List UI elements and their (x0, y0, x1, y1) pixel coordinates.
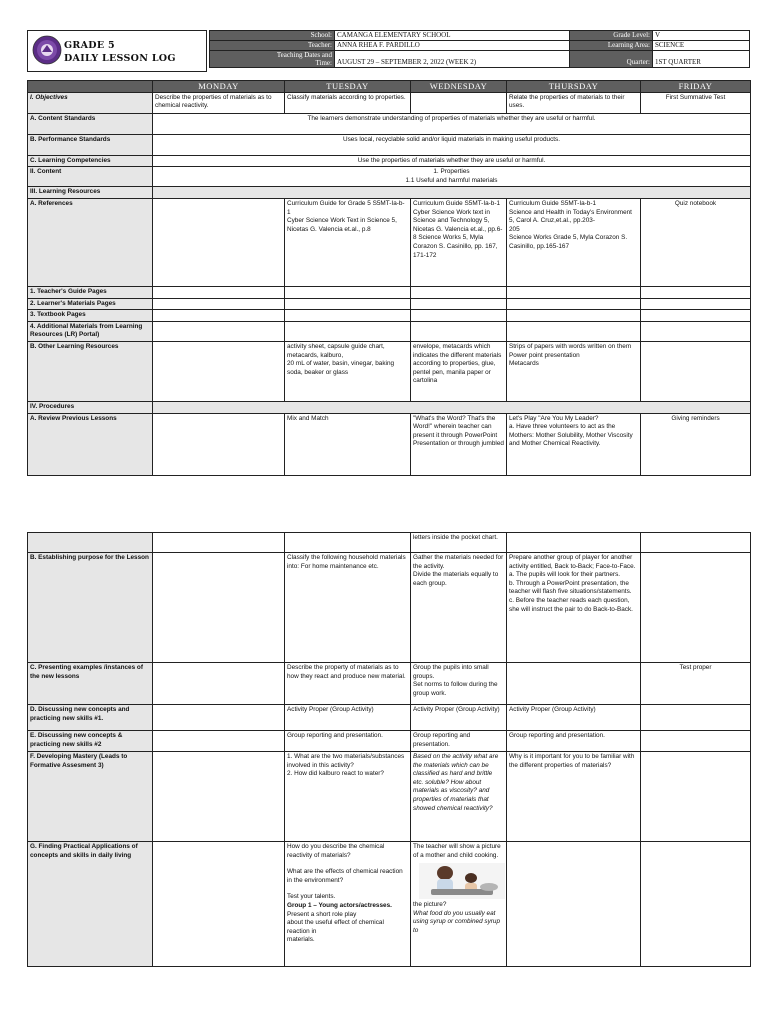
dates-label-line1: Teaching Dates and (276, 51, 332, 59)
applications-tuesday (285, 842, 411, 967)
row-label-textbook: 3. Textbook Pages (28, 310, 153, 322)
applications-friday (641, 842, 751, 967)
additional-materials-row (28, 321, 751, 341)
purpose-wednesday: Gather the materials needed for the activity. Divide the materials equally to each group. (411, 553, 507, 663)
row-label-purpose: B. Establishing purpose for the Lesson (28, 553, 153, 663)
am-tuesday (285, 321, 411, 341)
discuss2-tuesday: Group reporting and presentation. (285, 731, 411, 752)
learners-materials-row (28, 298, 751, 310)
resources-section (153, 187, 751, 199)
dates-label-line2: Time: (315, 59, 332, 67)
tb-thursday (507, 310, 641, 322)
daily-lesson-log-title: DAILY LESSON LOG (64, 53, 176, 64)
tb-wednesday (411, 310, 507, 322)
tb-friday (641, 310, 751, 322)
examples-wednesday: Group the pupils into small groups. Set norms to follow during the group work. (411, 663, 507, 705)
discuss2-thursday: Group reporting and presentation. (507, 731, 641, 752)
references-thursday: Curriculum Guide S5MT-Ia-b-1 Science and Health in Today's Environment 5, Carol A. Cruz,et.al., pp.203- 205 Science Works Grade 5, Myla Corazon S. Casinillo, pp.165-167 (507, 198, 641, 286)
day-header-friday: FRIDAY (641, 81, 751, 93)
mastery-tuesday: 1. What are the two materials/substances involved in this activity? 2. How did kalburo react to water? (285, 752, 411, 842)
mother-child-cooking-picture (419, 863, 505, 899)
discuss1-monday (153, 705, 285, 731)
row-label-additional-materials: 4. Additional Materials from Learning Resources (LR) Portal) (28, 321, 153, 341)
day-header-monday: MONDAY (153, 81, 285, 93)
row-label-applications: G. Finding Practical Applications of concepts and skills in daily living (28, 842, 153, 967)
examples-tuesday: Describe the property of materials as to how they react and produce new material. (285, 663, 411, 705)
day-header-tuesday: TUESDAY (285, 81, 411, 93)
references-row (28, 198, 751, 286)
review-tuesday: Mix and Match (285, 413, 411, 475)
objectives-thursday: Relate the properties of materials to their uses. (507, 92, 641, 113)
review-thursday: Let's Play "Are You My Leader? a. Have three volunteers to act as the Mothers: Mother Solubility, Mother Viscosity and Mother Chemical Reactivity. (507, 413, 641, 475)
lm-tuesday (285, 298, 411, 310)
log-title (64, 39, 176, 65)
applications-tue-talents: Test your talents. (287, 893, 336, 901)
examples-row (28, 663, 751, 705)
discuss1-tuesday: Activity Proper (Group Activity) (285, 705, 411, 731)
objectives-row (28, 92, 751, 113)
title-box (27, 30, 207, 72)
row-label-review-continued (28, 533, 153, 553)
tg-wednesday (411, 286, 507, 298)
tg-monday (153, 286, 285, 298)
discuss1-thursday: Activity Proper (Group Activity) (507, 705, 641, 731)
rc-friday (641, 533, 751, 553)
content-line-2: 1.1 Useful and harmful materials (405, 176, 498, 184)
tb-tuesday (285, 310, 411, 322)
competencies-text: Use the properties of materials whether they are useful or harmful. (153, 155, 751, 167)
lm-wednesday (411, 298, 507, 310)
row-label-teachers-guide: 1. Teacher's Guide Pages (28, 286, 153, 298)
purpose-tuesday: Classify the following household materials into: For home maintenance etc. (285, 553, 411, 663)
discuss2-wednesday: Group reporting and presentation. (411, 731, 507, 752)
references-friday: Quiz notebook (641, 198, 751, 286)
am-friday (641, 321, 751, 341)
row-label-review: A. Review Previous Lessons (28, 413, 153, 475)
review-row (28, 413, 751, 475)
objectives-wednesday (411, 92, 507, 113)
review-friday: Giving reminders (641, 413, 751, 475)
discuss1-friday (641, 705, 751, 731)
applications-tue-q1: How do you describe the chemical reactivity of materials? (287, 843, 385, 859)
discuss2-row (28, 731, 751, 752)
other-resources-monday (153, 341, 285, 401)
purpose-friday (641, 553, 751, 663)
objectives-tuesday: Classify materials according to properties. (285, 92, 411, 113)
procedures-section (153, 401, 751, 413)
row-label-discuss1: D. Discussing new concepts and practicing new skills #1. (28, 705, 153, 731)
row-label-procedures: IV. Procedures (28, 401, 153, 413)
applications-monday (153, 842, 285, 967)
discuss2-friday (641, 731, 751, 752)
examples-monday (153, 663, 285, 705)
am-thursday (507, 321, 641, 341)
row-label-discuss2: E. Discussing new concepts & practicing new skills #2 (28, 731, 153, 752)
discuss1-row (28, 705, 751, 731)
applications-wed-intro: The teacher will show a picture of a mother and child cooking. (413, 843, 501, 859)
day-header-wednesday: WEDNESDAY (411, 81, 507, 93)
applications-wednesday (411, 842, 507, 967)
objectives-friday: First Summative Test (641, 92, 751, 113)
applications-wed-question: What food do you usually eat using syrup or combined syrup to (413, 909, 501, 934)
applications-tue-group1: Group 1 – Young actors/actresses. (287, 901, 392, 909)
tg-tuesday (285, 286, 411, 298)
school-label: School: (210, 31, 335, 41)
rc-tuesday (285, 533, 411, 553)
school-value: CAMANGA ELEMENTARY SCHOOL (335, 31, 570, 41)
applications-row (28, 842, 751, 967)
procedures-row (28, 401, 751, 413)
content-text (153, 167, 751, 187)
quarter-label: Quarter: (570, 51, 653, 68)
tg-friday (641, 286, 751, 298)
row-label-references: A. References (28, 198, 153, 286)
row-label-examples: C. Presenting examples /instances of the new lessons (28, 663, 153, 705)
applications-tue-roleplay: Present a short role play about the useful effect of chemical reaction in materials. (287, 910, 384, 944)
rc-monday (153, 533, 285, 553)
day-header-row (28, 81, 751, 93)
tb-monday (153, 310, 285, 322)
tg-thursday (507, 286, 641, 298)
row-label-competencies: C. Learning Competencies (28, 155, 153, 167)
grade-title: GRADE 5 (64, 40, 115, 51)
other-resources-tuesday: activity sheet, capsule guide chart, metacards, kalburo, 20 mL of water, basin, vinegar, baking soda, beaker or glass (285, 341, 411, 401)
references-monday (153, 198, 285, 286)
row-label-performance-standards: B. Performance Standards (28, 134, 153, 155)
day-header-thursday: THURSDAY (507, 81, 641, 93)
purpose-row (28, 553, 751, 663)
mastery-row (28, 752, 751, 842)
row-label-content-standards: A. Content Standards (28, 113, 153, 134)
review-continued-row (28, 533, 751, 553)
other-resources-row (28, 341, 751, 401)
learning-area-label: Learning Area: (570, 41, 653, 51)
purpose-monday (153, 553, 285, 663)
lm-friday (641, 298, 751, 310)
discuss2-monday (153, 731, 285, 752)
performance-standards-row (28, 134, 751, 155)
review-continued-wednesday: letters inside the pocket chart. (411, 533, 507, 553)
examples-thursday (507, 663, 641, 705)
lm-monday (153, 298, 285, 310)
content-line-1: 1. Properties (433, 168, 470, 176)
row-label-content: II. Content (28, 167, 153, 187)
quarter-value: 1ST QUARTER (653, 51, 750, 68)
rc-thursday (507, 533, 641, 553)
applications-tue-q2: What are the effects of chemical reaction in the environment? (287, 868, 403, 884)
am-wednesday (411, 321, 507, 341)
lesson-table-part-1 (27, 80, 751, 476)
other-resources-thursday: Strips of papers with words written on them Power point presentation Metacards (507, 341, 641, 401)
review-wednesday: "What's the Word? That's the Word!" wherein teacher can present it through PowerPoint Presentation or through jumbled (411, 413, 507, 475)
dates-value: AUGUST 29 – SEPTEMBER 2, 2022 (WEEK 2) (335, 51, 570, 68)
objectives-monday: Describe the properties of materials as to chemical reactivity. (153, 92, 285, 113)
teacher-label: Teacher: (210, 41, 335, 51)
am-monday (153, 321, 285, 341)
textbook-row (28, 310, 751, 322)
competencies-row (28, 155, 751, 167)
deped-seal-icon (32, 35, 62, 65)
references-tuesday: Curriculum Guide for Grade 5 S5MT-Ia-b-1 Cyber Science Work Text in Science 5, Nicetas G. Valencia et.al., p.8 (285, 198, 411, 286)
purpose-thursday: Prepare another group of player for another activity entitled, Back to-Back; Face-to-Face. a. The pupils will look for their partners. b. Through a PowerPoint presentation, the teacher will flash five situations/statements. c. Before the teacher reads each question, she will instruct the pair to do Back-to-Back. (507, 553, 641, 663)
resources-row (28, 187, 751, 199)
corner-cell (28, 81, 153, 93)
mastery-thursday: Why is it important for you to be familiar with the different properties of materials? (507, 752, 641, 842)
review-monday (153, 413, 285, 475)
applications-wed-picture: the picture? (413, 901, 447, 909)
content-row (28, 167, 751, 187)
row-label-mastery: F. Developing Mastery (Leads to Formative Assesment 3) (28, 752, 153, 842)
mastery-friday (641, 752, 751, 842)
row-label-objectives: I. Objectives (28, 92, 153, 113)
content-standards-text: The learners demonstrate understanding of properties of materials whether they are useful or harmful. (153, 113, 751, 134)
row-label-other-resources: B. Other Learning Resources (28, 341, 153, 401)
other-resources-wednesday: envelope, metacards which indicates the different materials according to properties, glue, pentel pen, manila paper or cartolina (411, 341, 507, 401)
row-label-resources: III. Learning Resources (28, 187, 153, 199)
dates-label (210, 51, 335, 68)
content-standards-row (28, 113, 751, 134)
teachers-guide-row (28, 286, 751, 298)
lm-thursday (507, 298, 641, 310)
grade-level-label: Grade Level: (570, 31, 653, 41)
learning-area-value: SCIENCE (653, 41, 750, 51)
performance-standards-text: Uses local, recyclable solid and/or liquid materials in making useful products. (153, 134, 751, 155)
info-table (209, 30, 750, 68)
references-wednesday: Curriculum Guide S5MT-Ia-b-1 Cyber Science Work text in Science and Technology 5, Nicetas G. Valencia et.al., pp.6-8 Science Works 5, Myla Corazon S. Casinillo, pp. 167, 171-172 (411, 198, 507, 286)
applications-thursday (507, 842, 641, 967)
grade-level-value: V (653, 31, 750, 41)
mastery-monday (153, 752, 285, 842)
teacher-value: ANNA RHEA F. PARDILLO (335, 41, 570, 51)
other-resources-friday (641, 341, 751, 401)
row-label-learners-materials: 2. Learner's Materials Pages (28, 298, 153, 310)
lesson-log-header (27, 30, 750, 72)
lesson-table-part-2 (27, 532, 751, 967)
mastery-wednesday: Based on the activity what are the materials which can be classified as hard and brittle etc. soluble? How about materials as viscosity? and properties of materials that showed chemical reactivity? (411, 752, 507, 842)
discuss1-wednesday: Activity Proper (Group Activity) (411, 705, 507, 731)
examples-friday: Test proper (641, 663, 751, 705)
